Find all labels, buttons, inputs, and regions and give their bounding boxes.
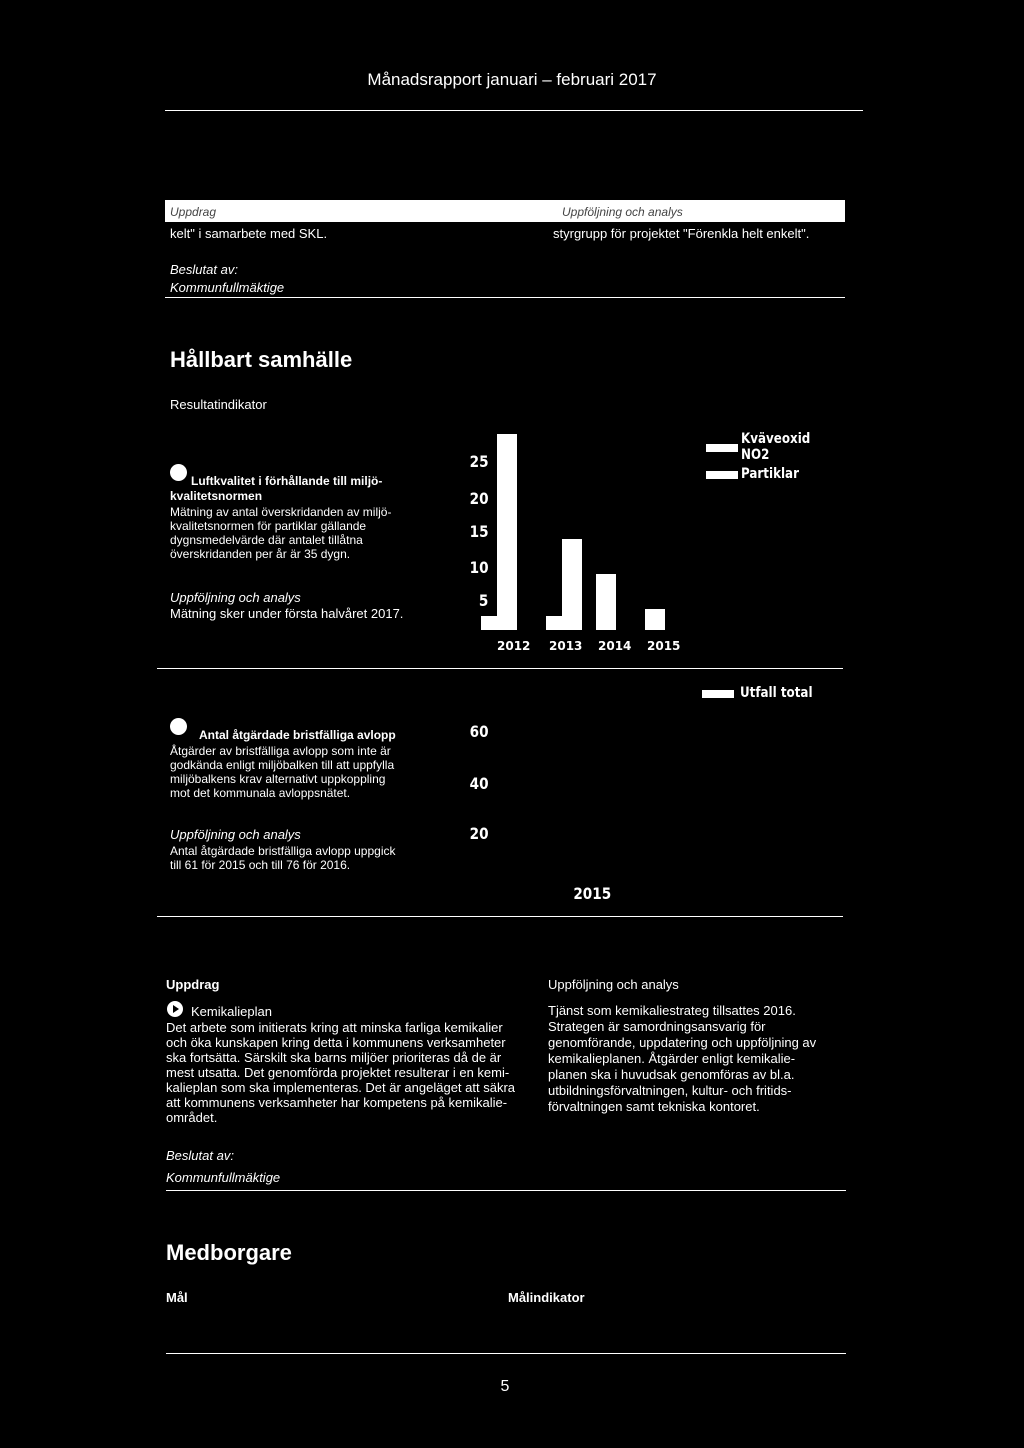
page-header-title: Månadsrapport januari – februari 2017 — [367, 70, 657, 89]
chart2-legend-utfall: Utfall total — [740, 685, 813, 701]
chart1-legend-no2-line1: Kväveoxid — [741, 431, 811, 447]
chart1-ytick: 10 — [469, 558, 489, 577]
indicator2-desc-line: miljöbalkens krav alternativt uppkoppling — [170, 772, 386, 786]
kemikalieplan-title: Kemikalieplan — [191, 1004, 272, 1019]
followup-line: genomförande, uppdatering och uppföljning av — [548, 1035, 817, 1050]
malindikator-heading: Målindikator — [508, 1290, 585, 1305]
indicator2-title: Antal åtgärdade bristfälliga avlopp — [199, 728, 396, 742]
mal-heading: Mål — [166, 1290, 188, 1305]
indicator1-followup-label: Uppföljning och analys — [170, 590, 301, 605]
indicator1-title-line2: kvalitetsnormen — [170, 489, 263, 503]
chart1-ytick: 25 — [469, 452, 489, 471]
chart1-legend-partiklar: Partiklar — [741, 466, 799, 482]
top-table-header-bar — [165, 200, 845, 222]
indicator1-desc-line: kvalitetsnormen för partiklar gällande — [170, 519, 367, 533]
uppfoljning-heading: Uppföljning och analys — [548, 977, 679, 992]
beslutat-value: Kommunfullmäktige — [166, 1170, 281, 1185]
chart2-ytick: 60 — [469, 722, 489, 741]
indicator1-description — [170, 505, 391, 561]
top-uppfoljning-label: Uppföljning och analys — [562, 205, 683, 219]
chart1-legend-swatch-no2 — [706, 444, 738, 452]
chart2-ytick: 40 — [469, 774, 489, 793]
followup-line: Strategen är samordningsansvarig för — [548, 1019, 766, 1034]
section-title-medborgare: Medborgare — [166, 1240, 292, 1265]
chart1-ytick: 5 — [478, 591, 489, 610]
chart1-bar-partiklar — [562, 539, 582, 630]
top-divider — [165, 297, 845, 298]
indicator-divider — [157, 916, 843, 917]
chart1-ytick: 20 — [469, 489, 489, 508]
header-divider — [165, 110, 863, 111]
top-beslutat-value: Kommunfullmäktige — [170, 280, 285, 295]
followup-line: utbildningsförvaltningen, kultur- och fritids- — [548, 1083, 792, 1098]
chart1-xtick: 2015 — [647, 639, 681, 653]
chart1-bar-partiklar — [497, 434, 517, 630]
top-left-fragment: kelt" i samarbete med SKL. — [170, 226, 328, 241]
indicator2-desc-line: mot det kommunala avloppsnätet. — [170, 786, 351, 800]
chart1-legend-swatch-partiklar — [706, 471, 738, 479]
kemikalieplan-line: mest utsatta. Det genomförda projektet resulterar i en kemi- — [166, 1065, 510, 1080]
chart2-legend-swatch — [702, 690, 734, 698]
followup-line: kemikalieplanen. Åtgärder enligt kemikalie- — [548, 1051, 796, 1066]
indicator2-followup-line: Antal åtgärdade bristfälliga avlopp uppgick — [170, 844, 396, 858]
indicator1-followup-text: Mätning sker under första halvåret 2017. — [170, 606, 404, 621]
indicator2-followup-text — [170, 844, 395, 872]
chart1-legend-no2-line2: NO2 — [741, 447, 770, 463]
followup-line: förvaltningen samt tekniska kontoret. — [548, 1099, 760, 1114]
kemikalieplan-line: och öka kunskapen kring detta i kommunens verksamheter — [166, 1035, 506, 1050]
uppdrag-heading: Uppdrag — [166, 977, 220, 992]
play-circle-icon — [166, 1000, 184, 1018]
chart2-xtick: 2015 — [573, 884, 612, 903]
chart1-xtick: 2014 — [598, 639, 632, 653]
kemikalieplan-line: Det arbete som initierats kring att minska farliga kemikalier — [166, 1020, 503, 1035]
top-beslutat-label: Beslutat av: — [170, 262, 238, 277]
section3-divider — [166, 1353, 846, 1354]
beslutat-label: Beslutat av: — [166, 1148, 234, 1163]
indicator2-desc-line: Åtgärder av bristfälliga avlopp som inte är — [170, 744, 391, 758]
resultatindikator-heading: Resultatindikator — [170, 397, 267, 412]
kemikalieplan-line: ska fortsätta. Särskilt ska barns miljöer prioriteras då de är — [166, 1050, 502, 1065]
chart1-ytick: 15 — [469, 522, 489, 541]
indicator2-desc-line: godkända enligt miljöbalken till att uppfylla — [170, 758, 395, 772]
indicator1-desc-line: Mätning av antal överskridanden av miljö- — [170, 505, 392, 519]
chart1-bar-no2 — [546, 616, 562, 630]
indicator1-desc-line: överskridanden per år är 35 dygn. — [170, 547, 351, 561]
kemikalieplan-line: området. — [166, 1110, 218, 1125]
kemikalieplan-line: att kommunens verksamheter har kompetens på kemikalie- — [166, 1095, 508, 1110]
page-number: 5 — [500, 1378, 510, 1395]
status-dot-icon — [170, 464, 187, 481]
top-right-fragment: styrgrupp för projektet "Förenkla helt enkelt". — [553, 226, 810, 241]
indicator1-desc-line: dygnsmedelvärde där antalet tillåtna — [170, 533, 363, 547]
indicator1-title-line1: Luftkvalitet i förhållande till miljö- — [191, 474, 383, 488]
kemikalieplan-line: kalieplan som ska implementeras. Det är angeläget att säkra — [166, 1080, 516, 1095]
indicator-divider — [157, 668, 843, 669]
status-dot-icon — [170, 718, 187, 735]
section-title-hallbart: Hållbart samhälle — [170, 347, 353, 372]
chart1-bar-partiklar — [645, 609, 665, 630]
followup-line: planen ska i huvudsak genomföras av bl.a. — [548, 1067, 795, 1082]
indicator2-followup-label: Uppföljning och analys — [170, 827, 301, 842]
chart1-xtick: 2013 — [549, 639, 583, 653]
chart2-ytick: 20 — [469, 824, 489, 843]
kemikalieplan-description — [166, 1020, 515, 1125]
chart1-xtick: 2012 — [497, 639, 531, 653]
chart1-bar-no2 — [481, 616, 497, 630]
indicator2-followup-line: till 61 för 2015 och till 76 för 2016. — [170, 858, 351, 872]
section2-divider — [166, 1190, 846, 1191]
kemikalieplan-followup — [548, 1003, 816, 1115]
chart1-bar-partiklar — [596, 574, 616, 630]
indicator2-description — [170, 744, 394, 800]
followup-line: Tjänst som kemikaliestrateg tillsattes 2016. — [548, 1003, 796, 1018]
top-uppdrag-label: Uppdrag — [170, 205, 217, 219]
